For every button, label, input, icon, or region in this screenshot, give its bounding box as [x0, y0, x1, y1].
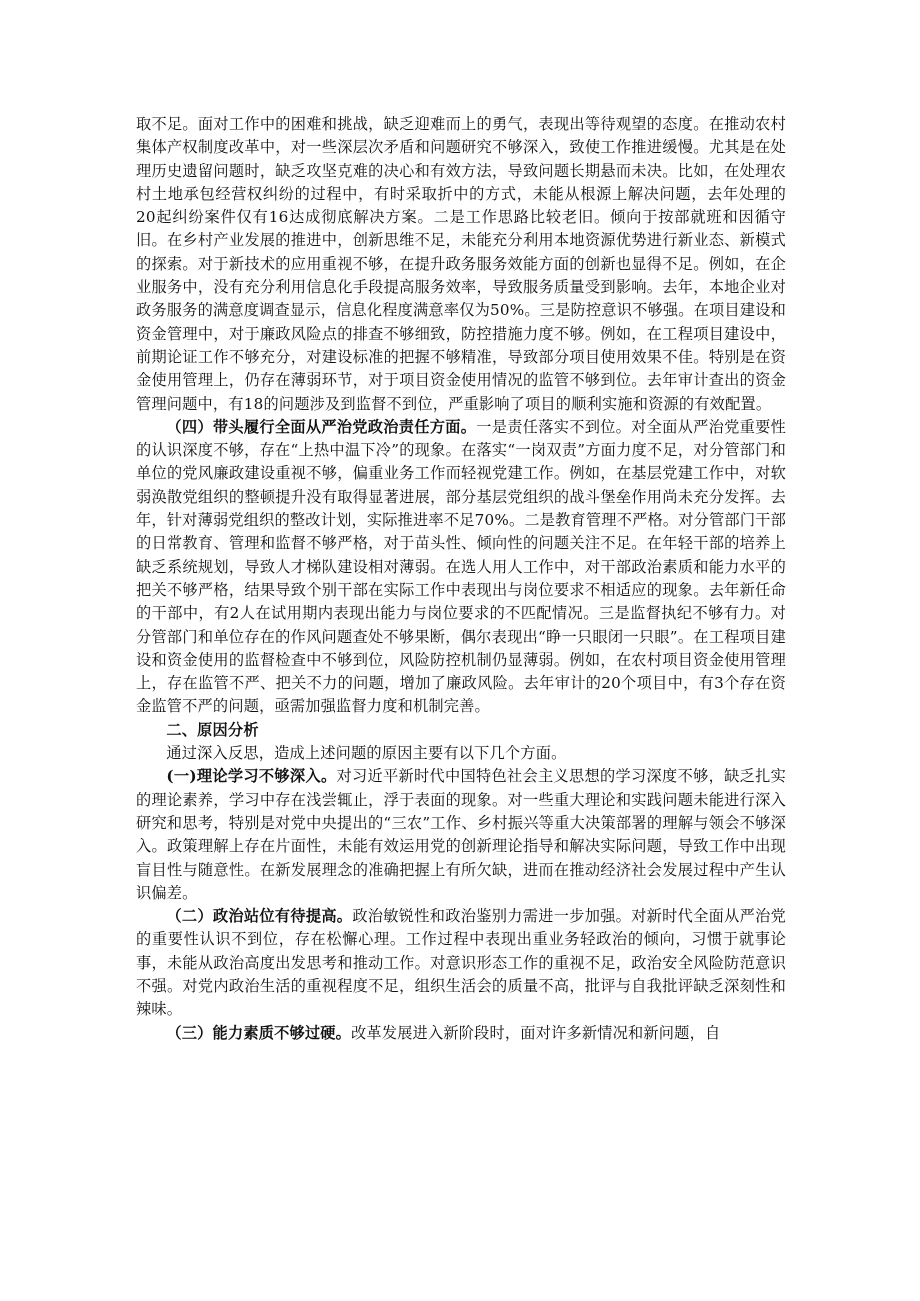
- reason-body-three: 改革发展进入新阶段时，面对许多新情况和新问题，自: [351, 1023, 721, 1042]
- paragraph-reason-one: [136, 765, 786, 905]
- reason-body-one: 对习近平新时代中国特色社会主义思想的学习深度不够，缺乏扎实的理论素养，学习中存在浅尝辄止，浮于表面的现象。对一些重大理论和实践问题未能进行深入研究和思考，特别是对党中央提出的“三农”工作、乡村振兴等重大决策部署的理解与领会不够深入。政策理解上存在片面性，未能有效运用党的创新理论指导和解决实际问题，导致工作中出现盲目性与随意性。在新发展理念的准确把握上有所欠缺，进而在推动经济社会发展过程中产生认识偏差。: [136, 767, 786, 902]
- section-body-four: 一是责任落实不到位。对全面从严治党重要性的认识深度不够，存在“上热中温下冷”的现象。在落实“一岗双责”方面力度不足，对分管部门和单位的党风廉政建设重视不够，偏重业务工作而轻视党建工作。例如，在基层党建工作中，对软弱涣散党组织的整顿提升没有取得显著进展，部分基层党组织的战斗堡垒作用尚未充分发挥。去年，针对薄弱党组织的整改计划，实际推进率不足70%。二是教育管理不严格。对分管部门干部的日常教育、管理和监督不够严格，对于苗头性、倾向性的问题关注不足。在年轻干部的培养上缺乏系统规划，导致人才梯队建设相对薄弱。在选人用人工作中，对干部政治素质和能力水平的把关不够严格，结果导致个别干部在实际工作中表现出与岗位要求不相适应的现象。去年新任命的干部中，有2人在试用期内表现出能力与岗位要求的不匹配情况。三是监督执纪不够有力。对分管部门和单位存在的作风问题查处不够果断，偶尔表现出“睁一只眼闭一只眼”。在工程项目建设和资金使用的监督检查中不够到位，风险防控机制仍显薄弱。例如，在农村项目资金使用管理上，存在监管不严、把关不力的问题，增加了廉政风险。去年审计的20个项目中，有3个存在资金监管不严的问题，亟需加强监督力度和机制完善。: [136, 417, 787, 716]
- section-title-cause-analysis: 二、原因分析: [166, 720, 259, 739]
- reason-heading-two: （二）政治站位有待提高。: [166, 907, 353, 926]
- paragraph-party-responsibility: [136, 416, 786, 719]
- paragraph-reason-two: [136, 905, 786, 1021]
- document-page: [136, 113, 786, 1045]
- paragraph-work-issues: 取不足。面对工作中的困难和挑战，缺乏迎难而上的勇气，表现出等待观望的态度。在推动农村集体产权制度改革中，对一些深层次矛盾和问题研究不够深入，致使工作推进缓慢。尤其是在处理历史遗留问题时，缺乏攻坚克难的决心和有效方法，导致问题长期悬而未决。比如，在处理农村土地承包经营权纠纷的过程中，有时采取折中的方式，未能从根源上解决问题，去年处理的20起纠纷案件仅有16达成彻底解决方案。二是工作思路比较老旧。倾向于按部就班和因循守旧。在乡村产业发展的推进中，创新思维不足，未能充分利用本地资源优势进行新业态、新模式的探索。对于新技术的应用重视不够，在提升政务服务效能方面的创新也显得不足。例如，在企业服务中，没有充分利用信息化手段提高服务效率，导致服务质量受到影响。去年，本地企业对政务服务的满意度调查显示，信息化程度满意率仅为50%。三是防控意识不够强。在项目建设和资金管理中，对于廉政风险点的排查不够细致，防控措施力度不够。例如，在工程项目建设中，前期论证工作不够充分，对建设标准的把握不够精准，导致部分项目使用效果不佳。特别是在资金使用管理上，仍存在薄弱环节，对于项目资金使用情况的监管不够到位。去年审计查出的资金管理问题中，有18的问题涉及到监督不到位，严重影响了项目的顺利实施和资源的有效配置。: [136, 115, 786, 413]
- paragraph-intro: 通过深入反思，造成上述问题的原因主要有以下几个方面。: [166, 744, 567, 763]
- reason-heading-one: (一)理论学习不够深入。: [166, 767, 337, 786]
- section-heading-four: （四）带头履行全面从严治党政治责任方面。: [166, 417, 477, 436]
- reason-heading-three: （三）能力素质不够过硬。: [166, 1023, 352, 1042]
- reason-body-two: 政治敏锐性和政治鉴别力需进一步加强。对新时代全面从严治党的重要性认识不到位，存在松懈心理。工作过程中表现出重业务轻政治的倾向，习惯于就事论事，未能从政治高度出发思考和推动工作。对意识形态工作的重视不足，政治安全风险防范意识不强。对党内政治生活的重视程度不足，组织生活会的质量不高，批评与自我批评缺乏深刻性和辣味。: [136, 907, 786, 1019]
- paragraph-reason-three: [136, 1022, 786, 1045]
